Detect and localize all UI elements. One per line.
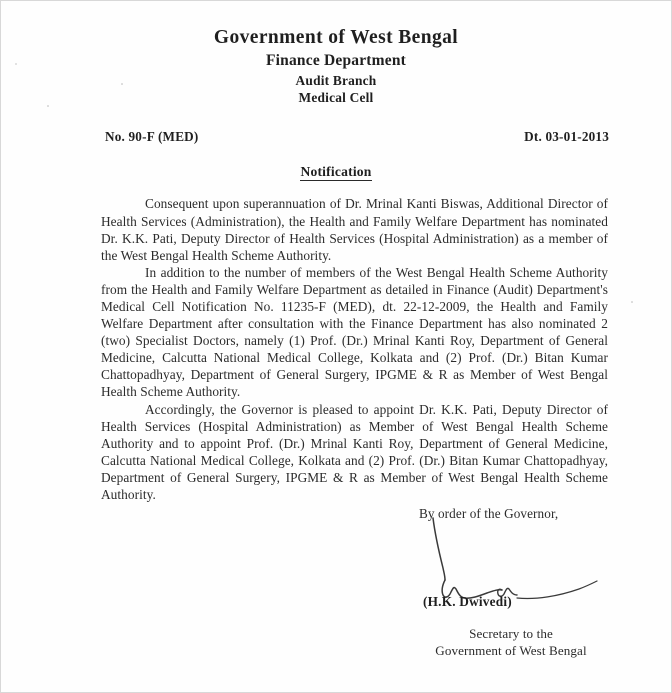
signatory-designation <box>391 625 631 659</box>
document-header <box>1 1 671 105</box>
signature-mark-holder <box>391 522 641 594</box>
scan-speck <box>47 105 49 107</box>
reference-date: Dt. 03-01-2013 <box>524 129 609 145</box>
branch-title: Audit Branch <box>295 72 377 88</box>
signature-block <box>391 506 641 610</box>
signatory-name: (H.K. Dwivedi) <box>423 594 512 609</box>
department-title: Finance Department <box>265 51 407 69</box>
scan-speck <box>121 83 123 85</box>
reference-number: No. 90-F (MED) <box>105 129 199 145</box>
scan-speck <box>15 63 17 65</box>
reference-row <box>105 129 609 145</box>
organisation-title: Government of West Bengal <box>213 27 459 48</box>
by-order-line: By order of the Governor, <box>419 506 559 521</box>
document-body <box>101 195 608 503</box>
designation-line-2: Government of West Bengal <box>435 643 587 658</box>
scanned-paper <box>1 1 671 692</box>
cell-title: Medical Cell <box>298 90 374 106</box>
body-paragraph-2: In addition to the number of members of the West Bengal Health Scheme Authority from the Health and Family Welfare Department as detailed in Finance (Audit) Department's Medical Cell Notification No. 11235-F (MED), dt. 22-12-2009, the Health and Family Welfare Department after consultation with the Finance Department has also nominated 2 (two) Specialist Doctors, namely (1) Prof. (Dr.) Mrinal Kanti Roy, Department of General Medicine, Calcutta National Medical College, Kolkata and (2) Prof. (Dr.) Bitan Kumar Chattopadhyay, Department of General Surgery, IPGME & R as Member of West Bengal Health Scheme Authority. <box>101 264 608 400</box>
designation-line-1: Secretary to the <box>469 626 553 641</box>
body-paragraph-1: Consequent upon superannuation of Dr. Mrinal Kanti Biswas, Additional Director of Health Services (Administration), the Health and Family Welfare Department has nominated Dr. K.K. Pati, Deputy Director of Health Services (Hospital Administration) as a member of the West Bengal Health Scheme Authority. <box>101 196 608 263</box>
scan-speck <box>631 301 633 303</box>
notification-heading: Notification <box>300 164 372 180</box>
notification-heading-wrap <box>1 163 671 181</box>
body-paragraph-3: Accordingly, the Governor is pleased to appoint Dr. K.K. Pati, Deputy Director of Health Services (Hospital Administration) as Member of West Bengal Health Scheme Authority and to appoint Prof. (Dr.) Mrinal Kanti Roy, Department of General Medicine, Calcutta National Medical College, Kolkata and (2) Prof. (Dr.) Bitan Kumar Chattopadhyay, Department of General Surgery, IPGME & R as Member of West Bengal Health Scheme Authority. <box>101 401 608 503</box>
